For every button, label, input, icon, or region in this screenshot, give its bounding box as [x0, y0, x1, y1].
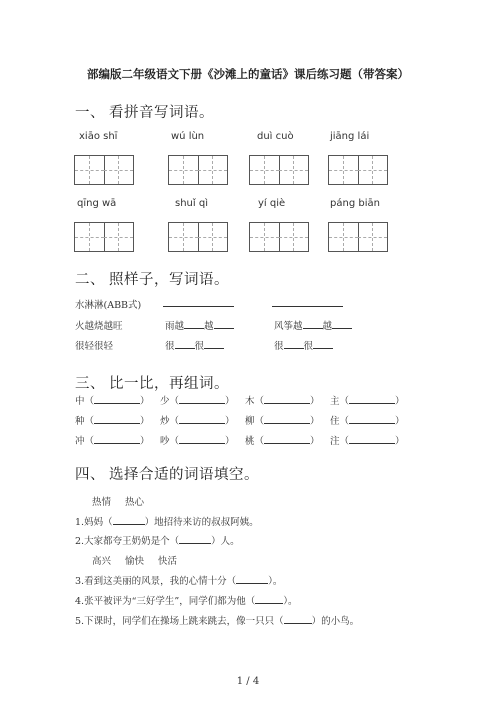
answer-blank[interactable] [179, 394, 225, 404]
close-paren: ） [395, 436, 405, 447]
document-title: 部编版二年级语文下册《沙滩上的童话》课后练习题（带答案） [87, 67, 409, 81]
char-grid-7[interactable] [249, 222, 309, 252]
pattern-hen-1: 很 很 [165, 338, 224, 352]
close-paren: ） [310, 416, 320, 427]
compare-item [75, 393, 150, 407]
pattern-yu-yue: 雨越 越 [165, 318, 234, 332]
close-paren: ） [225, 416, 235, 427]
example-yue: 火越烧越旺 [75, 321, 123, 332]
section-2-title: 照样子，写词语。 [109, 272, 229, 288]
blank[interactable] [303, 319, 323, 329]
compare-item [330, 413, 405, 427]
open-paren: （ [254, 416, 265, 427]
section-3-number: 三、 [75, 376, 105, 392]
compare-char: 冲 [75, 436, 85, 447]
open-paren: （ [169, 416, 180, 427]
question-5: 5.下课时，同学们在操场上跳来跳去，像一只只（ ）的小鸟。 [75, 616, 360, 627]
open-paren: （ [84, 416, 95, 427]
compare-item [75, 433, 150, 447]
compare-item [245, 393, 320, 407]
word-bank-2: 高兴 愉快 快活 [92, 556, 178, 567]
answer-blank[interactable] [264, 414, 310, 424]
pinyin-7: yí qiè [258, 198, 286, 209]
compare-item [75, 413, 150, 427]
answer-blank[interactable] [94, 414, 140, 424]
char-grid-6[interactable] [168, 222, 228, 252]
answer-blank[interactable] [179, 414, 225, 424]
close-paren: ） [225, 436, 235, 447]
compare-char: 种 [75, 416, 85, 427]
close-paren: ） [140, 416, 150, 427]
pinyin-8: páng biān [330, 198, 380, 209]
blank[interactable] [255, 594, 283, 604]
compare-item [160, 433, 235, 447]
compare-item [160, 413, 235, 427]
blank[interactable] [236, 574, 268, 584]
char-grid-3[interactable] [249, 155, 309, 185]
char-grid-2[interactable] [168, 155, 228, 185]
answer-blank[interactable] [349, 434, 395, 444]
close-paren: ） [395, 416, 405, 427]
close-paren: ） [225, 396, 235, 407]
compare-item [245, 433, 320, 447]
blank[interactable] [113, 515, 145, 525]
open-paren: （ [254, 396, 265, 407]
compare-char: 桃 [245, 436, 255, 447]
open-paren: （ [169, 436, 180, 447]
char-grid-5[interactable] [74, 222, 134, 252]
pinyin-5: qīng wā [77, 198, 117, 209]
example-abb: 水淋淋(ABB式) [75, 300, 142, 311]
compare-char: 吵 [160, 436, 170, 447]
close-paren: ） [310, 436, 320, 447]
compare-char: 中 [75, 396, 85, 407]
question-2: 2.大家都夸王奶奶是个（ ）人。 [75, 536, 240, 547]
blank[interactable] [313, 339, 333, 349]
section-1-number: 一、 [75, 105, 105, 121]
section-2-heading [75, 268, 229, 289]
compare-char: 住 [330, 416, 340, 427]
compare-char: 主 [330, 396, 340, 407]
open-paren: （ [254, 436, 265, 447]
section-1-title: 看拼音写词语。 [109, 105, 214, 121]
answer-line-abb-2[interactable] [272, 306, 343, 307]
pinyin-2: wú lùn [171, 131, 205, 142]
blank[interactable] [175, 339, 195, 349]
blank[interactable] [284, 614, 312, 624]
section-2-number: 二、 [75, 272, 105, 288]
section-4-title: 选择合适的词语填空。 [109, 467, 259, 483]
answer-blank[interactable] [264, 394, 310, 404]
answer-blank[interactable] [179, 434, 225, 444]
section-3-heading [75, 372, 229, 393]
pinyin-6: shuǐ qì [175, 198, 208, 209]
blank[interactable] [214, 319, 234, 329]
answer-blank[interactable] [349, 414, 395, 424]
close-paren: ） [310, 396, 320, 407]
compare-char: 注 [330, 436, 340, 447]
pinyin-4: jiāng lái [330, 131, 370, 142]
char-grid-1[interactable] [74, 155, 134, 185]
section-4-number: 四、 [75, 467, 105, 483]
word-bank-1: 热情 热心 [92, 497, 145, 508]
open-paren: （ [339, 416, 350, 427]
char-grid-8[interactable] [328, 222, 388, 252]
pattern-hen-2: 很 很 [274, 338, 333, 352]
compare-item [245, 413, 320, 427]
pinyin-3: duì cuò [257, 131, 294, 142]
section-1-heading [75, 101, 214, 122]
answer-blank[interactable] [94, 394, 140, 404]
open-paren: （ [84, 396, 95, 407]
compare-item [330, 433, 405, 447]
compare-item [160, 393, 235, 407]
compare-char: 柳 [245, 416, 255, 427]
compare-char: 少 [160, 396, 170, 407]
blank[interactable] [332, 319, 352, 329]
section-3-title: 比一比，再组词。 [109, 376, 229, 392]
question-3: 3.看到这美丽的风景，我的心情十分（ ）。 [75, 576, 283, 587]
page-number: 1 / 4 [236, 676, 260, 687]
section-4-heading [75, 463, 259, 484]
answer-blank[interactable] [264, 434, 310, 444]
close-paren: ） [140, 436, 150, 447]
close-paren: ） [140, 396, 150, 407]
compare-item [330, 393, 405, 407]
compare-char: 木 [245, 396, 255, 407]
open-paren: （ [339, 396, 350, 407]
char-grid-4[interactable] [328, 155, 388, 185]
open-paren: （ [339, 436, 350, 447]
question-4: 4.张平被评为“三好学生”，同学们都为他（ ）。 [75, 596, 298, 607]
open-paren: （ [169, 396, 180, 407]
example-hen: 很轻很轻 [75, 341, 114, 352]
pinyin-1: xiāo shī [79, 131, 118, 142]
blank[interactable] [184, 319, 204, 329]
question-1: 1.妈妈（ ）地招待来访的叔叔阿姨。 [75, 517, 259, 528]
compare-char: 炒 [160, 416, 170, 427]
answer-blank[interactable] [349, 394, 395, 404]
blank[interactable] [284, 339, 304, 349]
open-paren: （ [84, 436, 95, 447]
answer-blank[interactable] [94, 434, 140, 444]
answer-line-abb-1[interactable] [163, 306, 234, 307]
blank[interactable] [179, 534, 211, 544]
close-paren: ） [395, 396, 405, 407]
pattern-fengzheng-yue: 风筝越 越 [274, 318, 352, 332]
blank[interactable] [204, 339, 224, 349]
